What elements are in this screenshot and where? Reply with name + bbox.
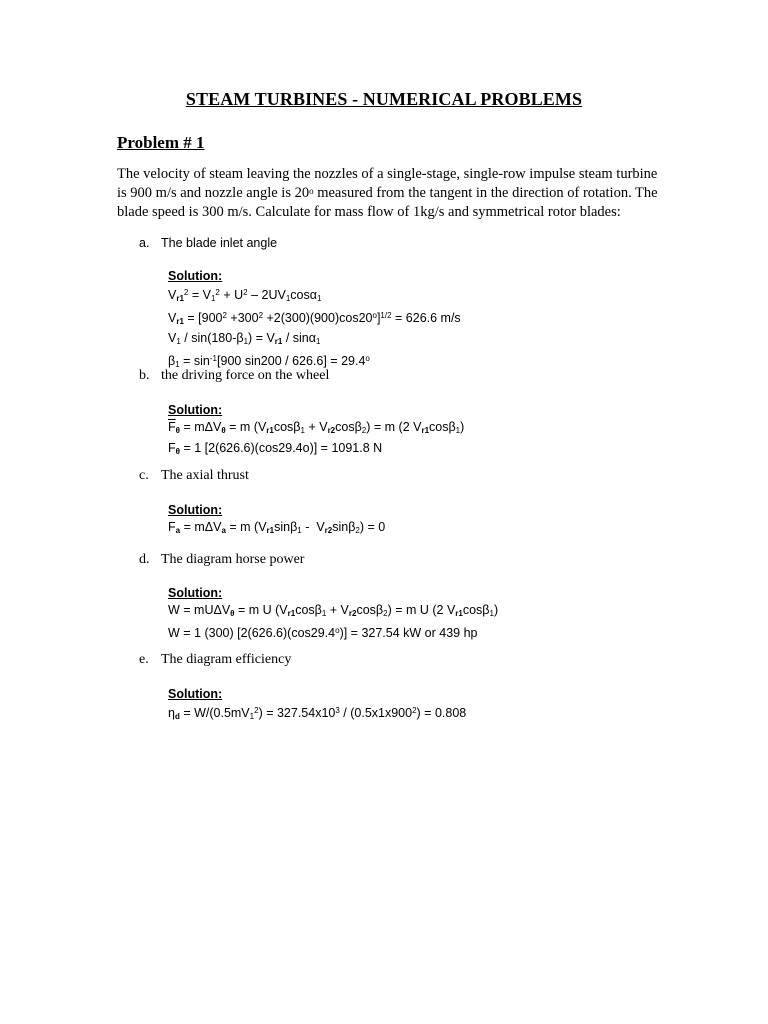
statement-line-3: blade speed is 300 m/s. Calculate for mass flow of 1kg/s and symmetrical rotor blades: <box>117 204 621 220</box>
statement-line-1: The velocity of steam leaving the nozzles of a single-stage, single-row impulse steam turbine <box>117 166 658 182</box>
solution-label: Solution: <box>168 503 223 517</box>
solution-label: Solution: <box>168 269 223 283</box>
solution-label: Solution: <box>168 403 223 417</box>
solution-e <box>168 686 466 726</box>
statement-line-2: is 900 m/s and nozzle angle is 20$^o$ measured from the tangent in the direction of rotation. The <box>117 185 658 201</box>
solution-label: Solution: <box>168 586 223 600</box>
solution-b <box>168 402 464 460</box>
solution-e-line-1: $\eta_d = W/(0.5mV_1^2) = 327.54x10^3 / (0.5x1x900^2) = 0.808$ <box>168 705 467 721</box>
solution-c-line-1: $F_a = m\Delta V_a = m$ $(V_{r1}\sin\beta_1 - V_{r2}\sin\beta_2) = 0$ <box>168 519 386 535</box>
solution-a-line-1: $V_{r1}^2 = V_1^2 + U^2 - 2UV_1\cos\alpha_1$ <box>168 287 322 303</box>
part-e: e. The diagram efficiency <box>139 652 292 667</box>
solution-a-line-2: $V_{r1} = [900^2 +300^2 +2(300)(900)\cos 20^o]^{1/2} = 626.6$ m/s <box>168 310 461 326</box>
part-b: b. the driving force on the wheel <box>139 368 330 383</box>
part-a: a. The blade inlet angle <box>139 236 278 250</box>
solution-b-line-2: $F_\theta = 1$ [2(626.6)(cos29.4o)] = 1091.8 N <box>168 440 383 456</box>
solution-a <box>168 268 461 374</box>
part-c: c. The axial thrust <box>139 468 249 483</box>
part-d: d. The diagram horse power <box>139 552 305 567</box>
solution-c <box>168 502 385 540</box>
solution-a-line-4: $\beta_1 = \sin^{-1}[900$ $\sin 200 / 626.6] = 29.4^o$ <box>168 354 370 370</box>
problem-statement <box>117 165 657 222</box>
solution-a-line-3: $V_1 / \sin(180-\beta_1) = V_{r1} / \sin\alpha_1$ <box>168 331 321 347</box>
page-title: STEAM TURBINES - NUMERICAL PROBLEMS <box>185 89 583 109</box>
solution-d <box>168 585 498 641</box>
solution-d-line-1: W = mUΔV$_\theta$ = m U $(V_{r1}\cos\beta_1 + V_{r2}\cos\beta_2) = m$ U (2 $V_{r1}\cos\beta_1$) <box>168 602 499 618</box>
solution-d-line-2: W = 1 (300) $[2(626.6)(\cos 29.4^o)] = 327.54$ kW or 439 hp <box>168 625 478 640</box>
problem-heading: Problem # 1 <box>117 133 205 152</box>
solution-label: Solution: <box>168 687 223 701</box>
solution-b-line-1: $\overline{F}_\theta = m\Delta V_\theta = m$ $(V_{r1}\cos\beta_1 + V_{r2}\cos\beta_2) = m$ (2 $V_{r1}\cos\beta_1$) <box>168 419 465 435</box>
